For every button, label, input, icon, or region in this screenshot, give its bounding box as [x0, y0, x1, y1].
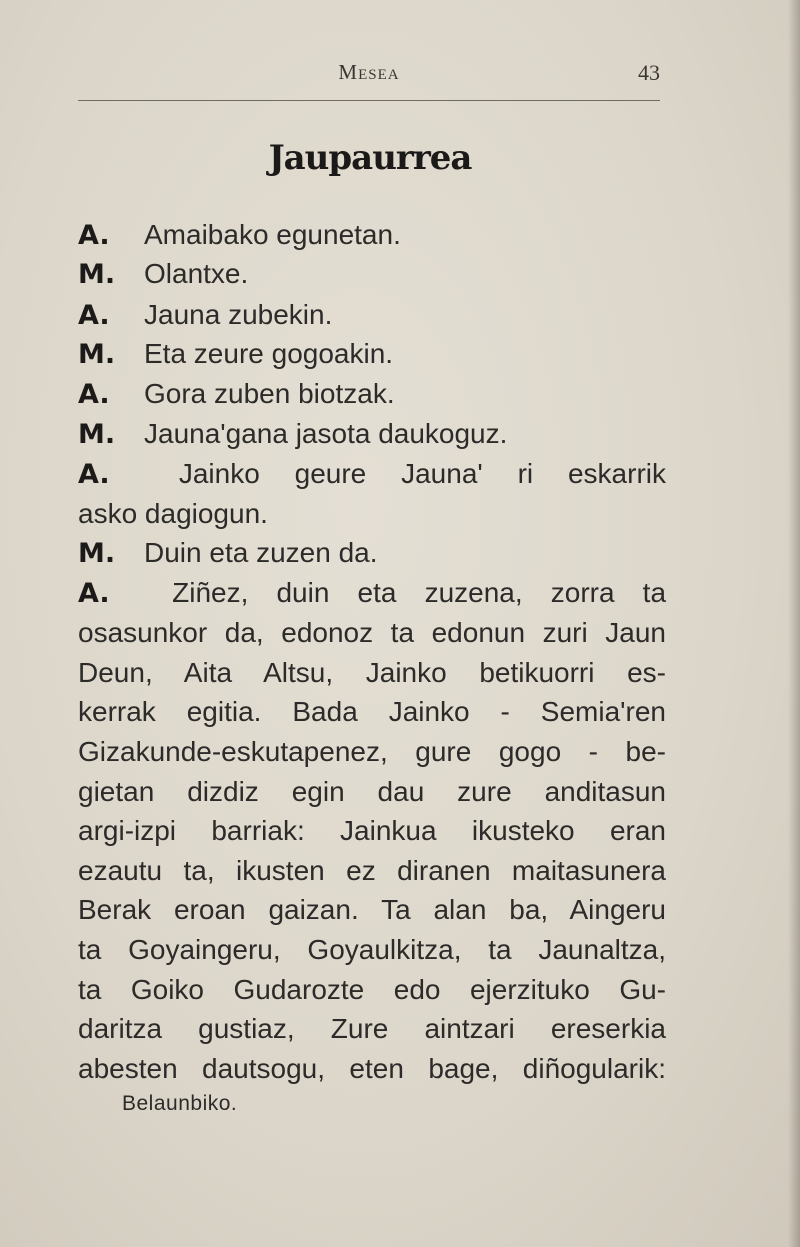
text-line: Gizakunde-eskutapenez, gure gogo - be- — [78, 736, 666, 767]
speaker-label: M. — [78, 538, 116, 569]
speaker-label: A. — [78, 300, 110, 331]
dialogue-line — [78, 455, 666, 494]
text-line: ta Goyaingeru, Goyaulkitza, ta Jaunaltza, — [78, 934, 666, 965]
line-text: Olantxe. — [144, 258, 249, 289]
running-head: Mesea — [338, 60, 400, 84]
speaker-label: A. — [78, 379, 110, 410]
line-text: Gora zuben biotzak. — [144, 378, 395, 409]
text-line: asko dagiogun. — [78, 498, 268, 529]
dialogue-line — [78, 375, 666, 414]
line-text: Eta zeure gogoakin. — [144, 338, 394, 369]
text-line: Deun, Aita Altsu, Jainko betikuorri es- — [78, 657, 666, 688]
page-title: Jaupaurrea — [268, 138, 472, 178]
text-line: gietan dizdiz egin dau zure anditasun — [78, 776, 666, 807]
line-text: Jauna'gana jasota daukoguz. — [144, 418, 508, 449]
text-line: ta Goiko Gudarozte edo ejerzituko Gu- — [78, 974, 666, 1005]
dialogue-line — [78, 574, 666, 613]
dialogue-line — [78, 335, 666, 374]
text-line: abesten dautsogu, eten bage, diñogularik: — [78, 1053, 666, 1084]
dialogue-line — [78, 296, 666, 335]
speaker-label: M. — [78, 259, 116, 290]
text-line: daritza gustiaz, Zure aintzari ereserkia — [78, 1013, 666, 1044]
line-text: Jauna zubekin. — [144, 299, 333, 330]
text-line: Berak eroan gaizan. Ta alan ba, Aingeru — [78, 894, 666, 925]
dialogue-line — [78, 415, 666, 454]
speaker-label: M. — [78, 419, 116, 450]
page-header — [78, 60, 660, 101]
dialogue-line — [78, 534, 666, 573]
dialogue-line — [78, 255, 666, 294]
footer-note: Belaunbiko. — [122, 1092, 238, 1115]
dialogue-line — [78, 216, 666, 255]
line-text: Amaibako egunetan. — [144, 219, 401, 250]
line-text: Duin eta zuzen da. — [144, 537, 378, 568]
text-line: kerrak egitia. Bada Jainko - Semia'ren — [78, 696, 666, 727]
text-line: osasunkor da, edonoz ta edonun zuri Jaun — [78, 617, 666, 648]
text-line: argi-izpi barriak: Jainkua ikusteko eran — [78, 815, 666, 846]
speaker-label: A. — [78, 220, 110, 251]
speaker-label: A. — [78, 459, 110, 490]
page-edge-shadow — [788, 0, 800, 1247]
line-text: Jainko geure Jauna' ri eskarrik — [178, 458, 666, 489]
text-line: ezautu ta, ikusten ez diranen maitasunera — [78, 855, 666, 886]
page-number: 43 — [638, 60, 660, 85]
speaker-label: M. — [78, 339, 116, 370]
speaker-label: A. — [78, 578, 110, 609]
line-text: Ziñez, duin eta zuzena, zorra ta — [172, 577, 667, 608]
